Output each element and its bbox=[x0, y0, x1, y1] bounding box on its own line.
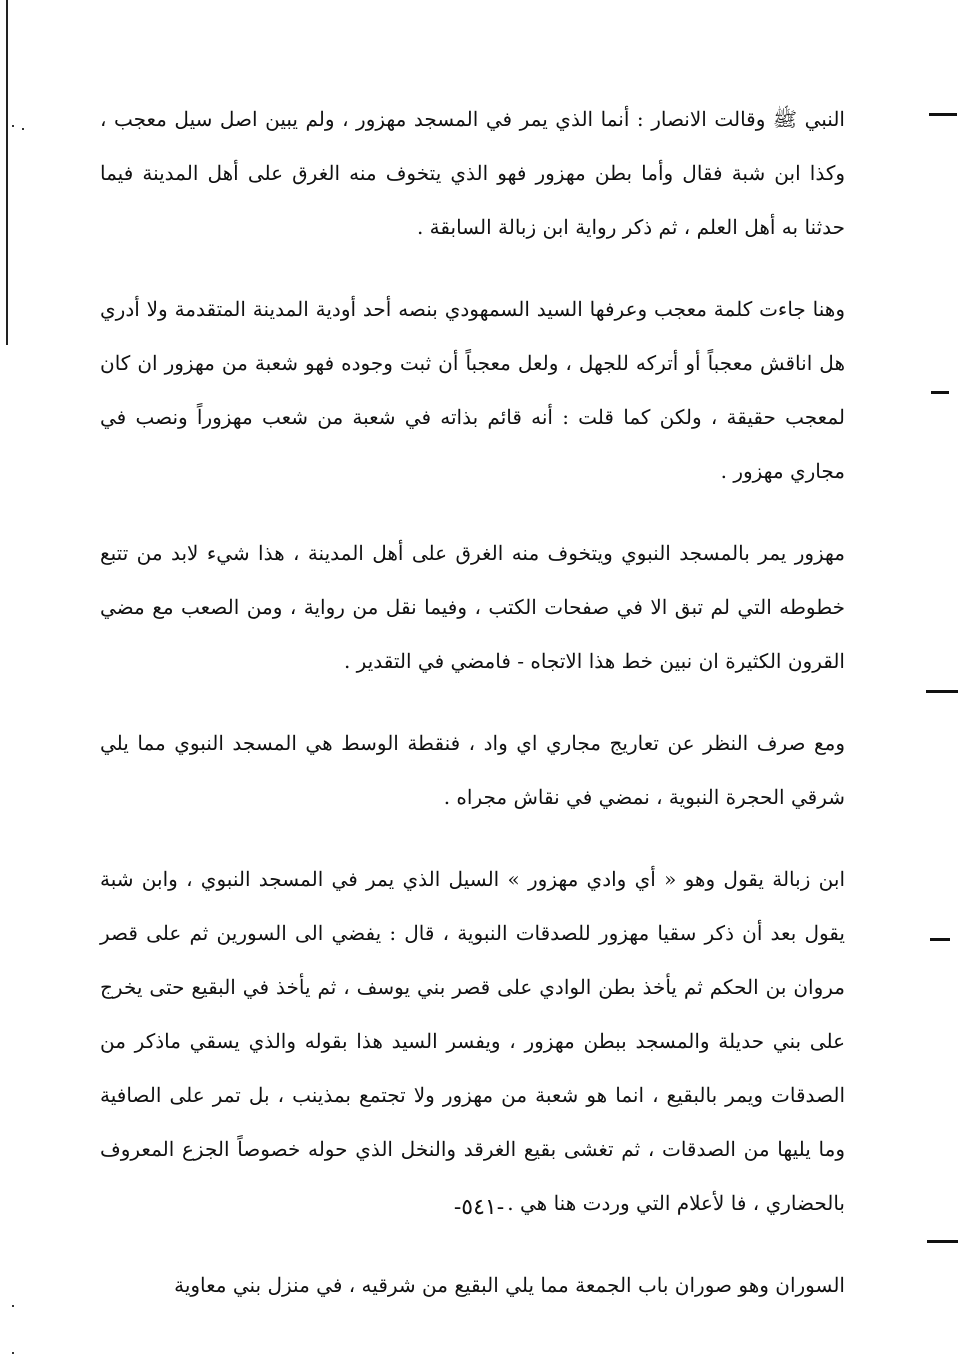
margin-mark bbox=[931, 391, 949, 394]
margin-speck bbox=[22, 128, 24, 130]
margin-speck bbox=[12, 125, 14, 127]
margin-mark bbox=[927, 1240, 958, 1243]
paragraph: السوران وهو صوران باب الجمعة مما يلي البقيع من شرقيه ، في منزل بني معاوية bbox=[174, 1273, 845, 1297]
paragraph: مهزور يمر بالمسجد النبوي ويتخوف منه الغرق على أهل المدينة ، هذا شيء لابد من تتبع خطوطه التي لم تبق الا في صفحات الكتب ، وفيما نقل من رواية ، ومن الصعب مع مضي القرون الكثيرة ان نبين خط هذا الاتجاه - فامضي في التقدير . bbox=[100, 541, 845, 673]
margin-mark bbox=[926, 690, 958, 693]
margin-mark bbox=[930, 938, 950, 941]
margin-speck bbox=[12, 1305, 14, 1307]
paragraph: ابن زبالة يقول وهو « أي وادي مهزور » السيل الذي يمر في المسجد النبوي ، وابن شبة يقول بعد أن ذكر سقيا مهزور للصدقات النبوية ، قال : يفضي الى السورين ثم على قصر مروان بن الحكم ثم يأخذ بطن الوادي على قصر بني يوسف ، ثم يأخذ في البقيع حتى يخرج على بني حديلة والمسجد ببطن مهزور ، ويفسر السيد هذا بقوله والذي يسقي ماذكر من الصدقات ويمر بالبقيع ، انما هو شعبة من مهزور ولا تجتمع بمذينب ، بل تمر على الصافية وما يليها من الصدقات ، ثم تغشى بقيع الغرقد والنخل الذي حوله خصوصاً الجزع المعروف بالحضاري ، فا لأعلام التي وردت هنا هي . bbox=[100, 867, 845, 1215]
left-page-border bbox=[6, 0, 8, 345]
paragraph: النبي ﷺ وقالت الانصار : أنما الذي يمر في المسجد مهزور ، ولم يبين اصل سيل معجب ، وكذا ابن شبة فقال وأما بطن مهزور فهو الذي يتخوف منه الغرق على أهل المدينة فيما حدثنا به أهل العلم ، ثم ذكر رواية ابن زبالة السابقة . bbox=[100, 107, 845, 239]
page-number: -٥٤١- bbox=[453, 1195, 505, 1220]
paragraph: وهنا جاءت كلمة معجب وعرفها السيد السمهودي بنصه أحد أودية المدينة المتقدمة ولا أدري هل اناقش معجباً أو أتركه للجهل ، ولعل معجباً أن ثبت وجوده فهو شعبة من مهزور ان كان لمعجب حقيقة ، ولكن كما قلت : أنه قائم بذاته في شعبة من شعب مهزوراً ونصب في مجاري مهزور . bbox=[100, 297, 845, 483]
margin-mark bbox=[929, 113, 957, 116]
margin-speck bbox=[12, 1352, 14, 1354]
body-text bbox=[100, 92, 845, 1312]
paragraph: ومع صرف النظر عن تعاريج مجاري اي واد ، فنقطة الوسط هي المسجد النبوي مما يلي شرقي الحجرة النبوية ، نمضي في نقاش مجراه . bbox=[100, 731, 845, 809]
